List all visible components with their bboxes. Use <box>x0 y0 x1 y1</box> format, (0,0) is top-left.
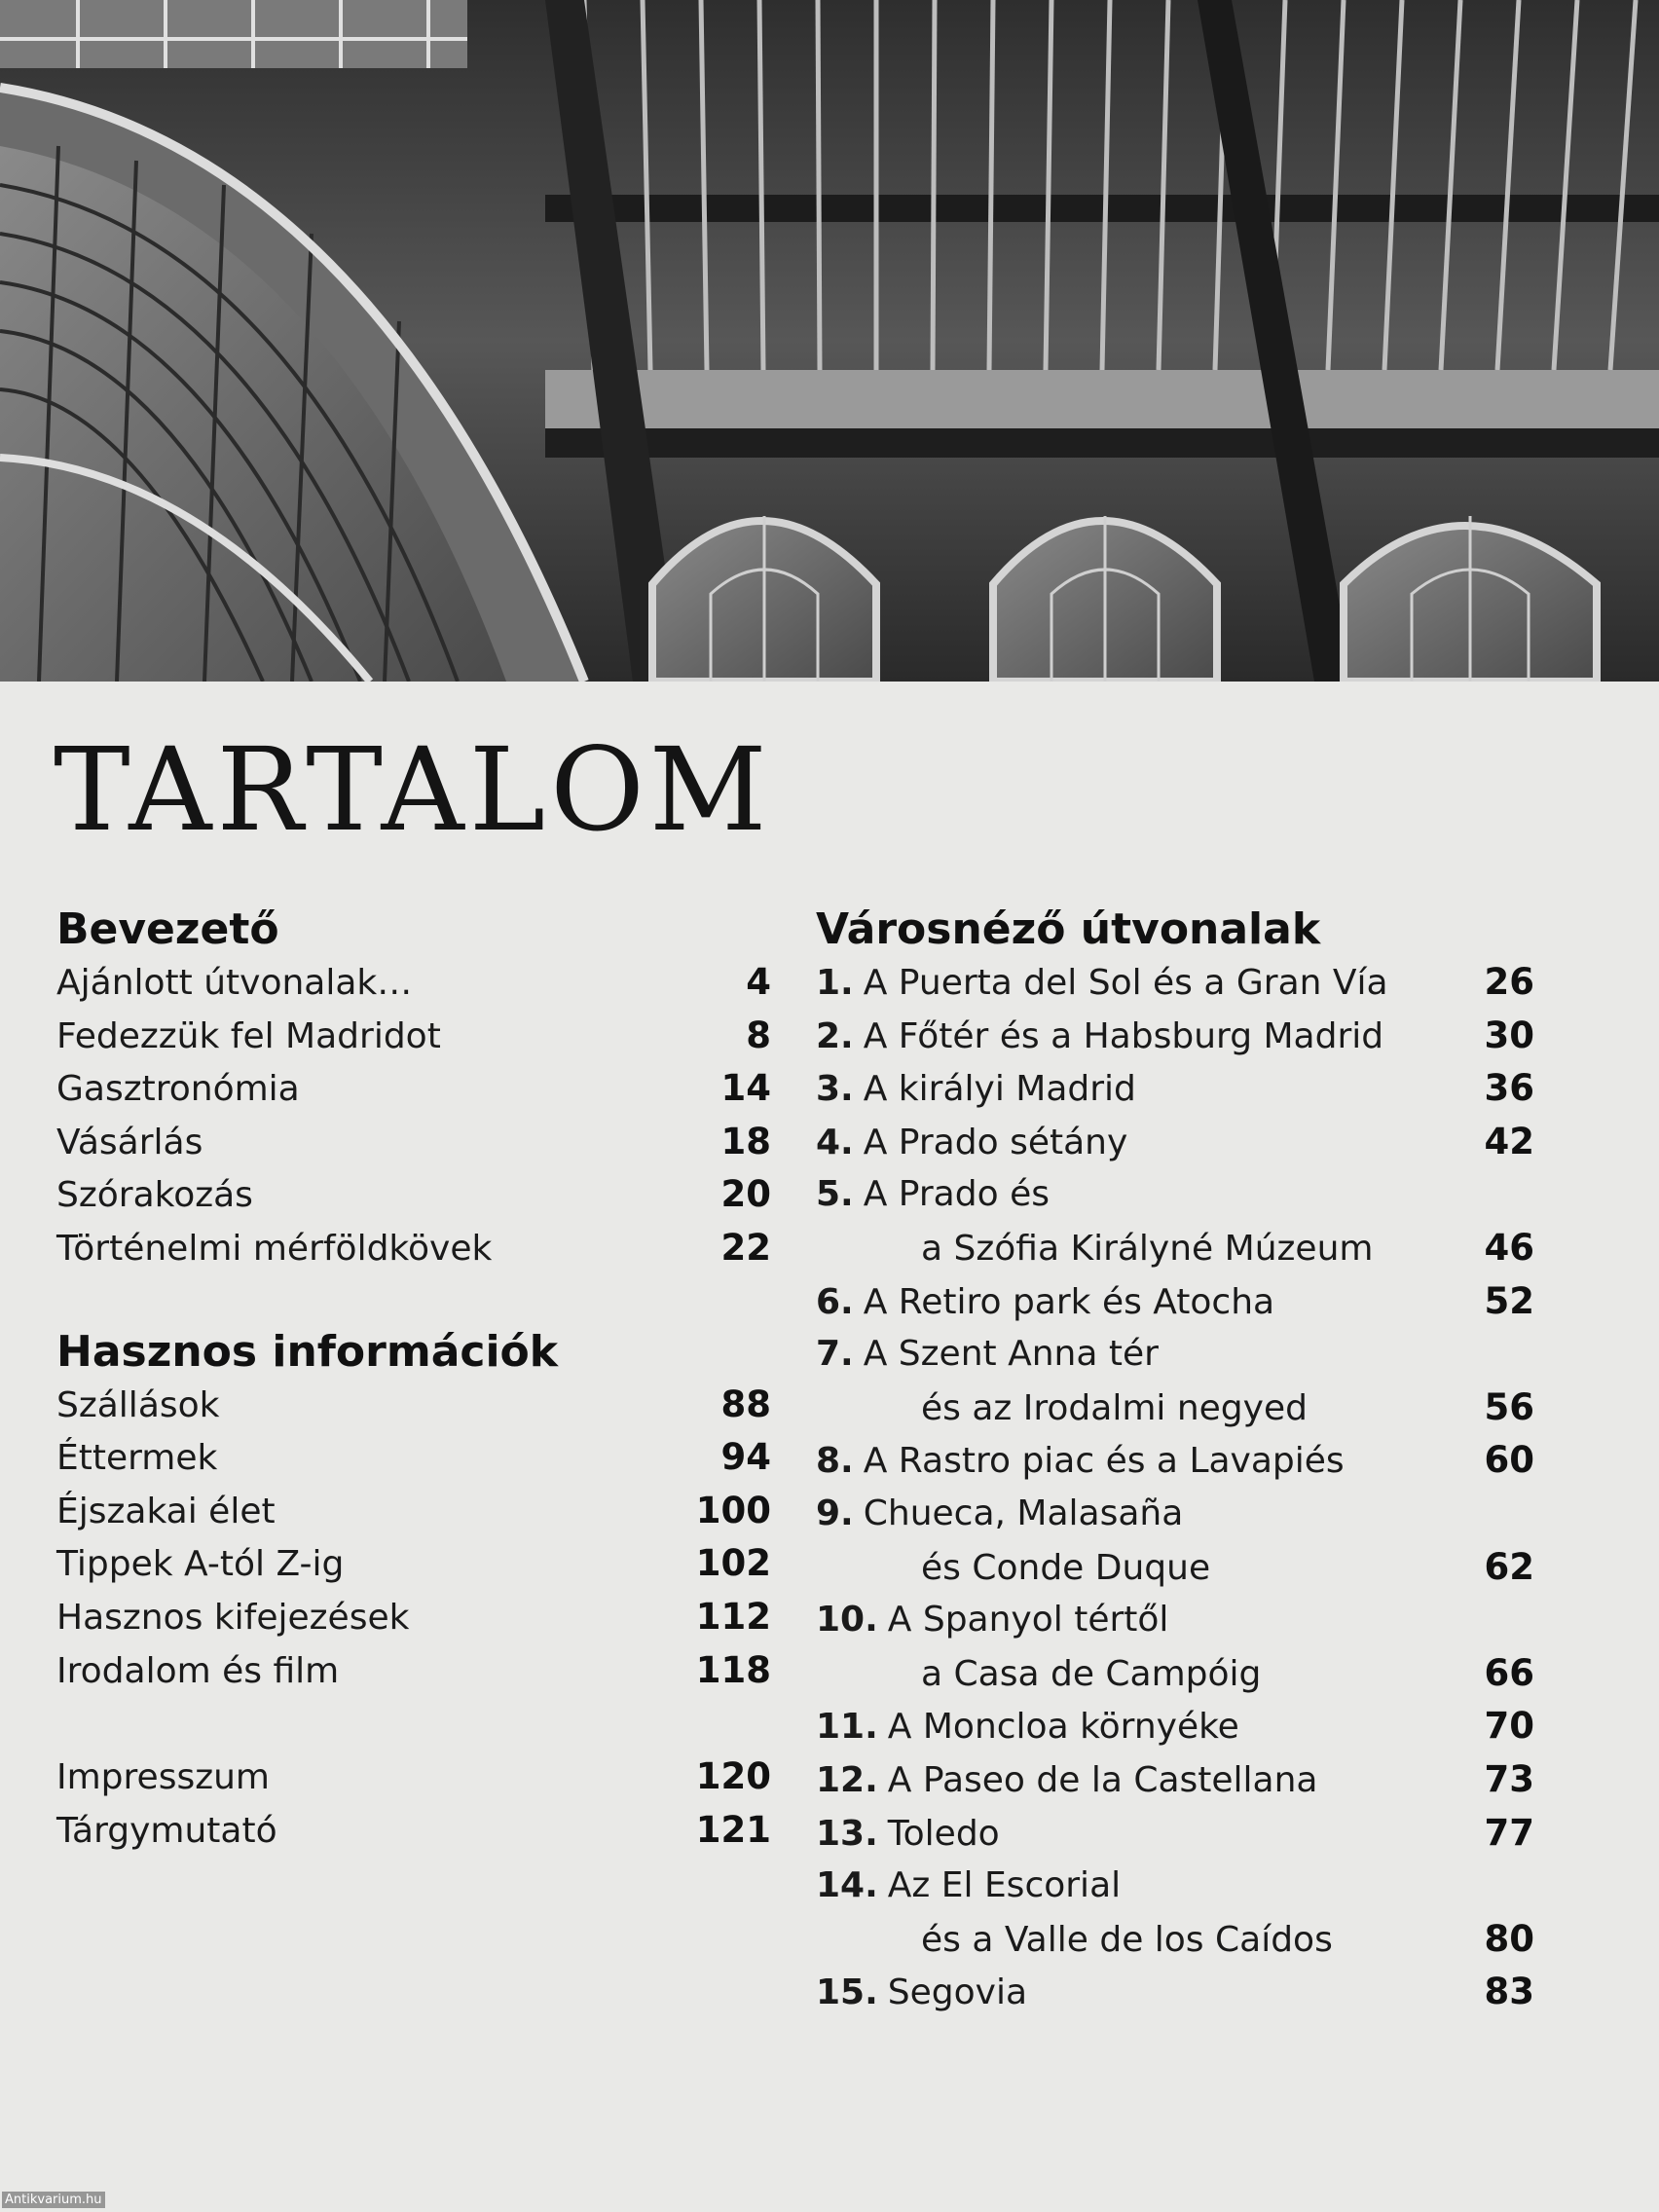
entry-label: Tippek A-tól Z-ig <box>56 1544 345 1585</box>
route-number: 1. <box>816 963 854 1003</box>
route-entry[interactable] <box>816 1860 1534 1913</box>
entry-label: Vásárlás <box>56 1122 203 1162</box>
spacer <box>56 1275 771 1326</box>
entry-page: 36 <box>1484 1067 1534 1110</box>
route-entry[interactable] <box>816 1328 1534 1382</box>
toc-entry[interactable] <box>56 1222 771 1275</box>
entry-page: 14 <box>720 1067 771 1110</box>
page-title: TARTALOM <box>54 722 772 857</box>
route-label: A Szent Anna tér <box>863 1334 1159 1375</box>
entry-label: Éjszakai élet <box>56 1491 276 1531</box>
entry-page: 100 <box>695 1489 771 1531</box>
route-label: A Rastro piac és a Lavapiés <box>863 1441 1345 1482</box>
route-number: 2. <box>816 1015 854 1056</box>
entry-page: 120 <box>695 1755 771 1798</box>
route-number: 13. <box>816 1813 878 1854</box>
entry-label: Éttermek <box>56 1438 218 1479</box>
header-photo <box>0 0 1659 682</box>
route-label-continued: és a Valle de los Caídos <box>921 1919 1333 1960</box>
toc-entry[interactable] <box>56 1804 771 1858</box>
route-label: A Puerta del Sol és a Gran Vía <box>863 963 1388 1003</box>
route-number: 8. <box>816 1441 854 1482</box>
route-label: Az El Escorial <box>887 1865 1122 1906</box>
route-label: A Prado és <box>863 1174 1050 1215</box>
route-number: 4. <box>816 1122 854 1162</box>
route-entry[interactable] <box>816 1010 1534 1063</box>
entry-page: 60 <box>1484 1439 1534 1482</box>
route-label: A Főtér és a Habsburg Madrid <box>863 1015 1384 1056</box>
route-entry-continuation[interactable] <box>816 1541 1534 1595</box>
left-column <box>56 903 771 1857</box>
entry-page: 56 <box>1484 1385 1534 1428</box>
route-label-continued: a Casa de Campóig <box>921 1653 1262 1694</box>
route-number: 6. <box>816 1281 854 1322</box>
route-label-continued: és az Irodalmi negyed <box>921 1387 1308 1428</box>
route-number: 14. <box>816 1865 878 1906</box>
toc-entry[interactable] <box>56 1431 771 1485</box>
route-entry[interactable] <box>816 1168 1534 1222</box>
toc-entry[interactable] <box>56 1591 771 1644</box>
entry-page: 22 <box>720 1226 771 1269</box>
section-heading: Városnéző útvonalak <box>816 904 1321 954</box>
route-entry[interactable] <box>816 1434 1534 1488</box>
entry-page: 118 <box>695 1648 771 1691</box>
route-entry-continuation[interactable] <box>816 1222 1534 1275</box>
route-number: 3. <box>816 1069 854 1110</box>
entry-page: 8 <box>746 1014 771 1056</box>
entry-label: Fedezzük fel Madridot <box>56 1015 441 1056</box>
route-entry-continuation[interactable] <box>816 1382 1534 1435</box>
route-label: A Retiro park és Atocha <box>863 1281 1275 1322</box>
route-label: Toledo <box>887 1813 1000 1854</box>
route-label: A Moncloa környéke <box>887 1707 1239 1748</box>
route-entry-continuation[interactable] <box>816 1913 1534 1967</box>
toc-entry[interactable] <box>56 1537 771 1591</box>
entry-page: 70 <box>1484 1705 1534 1748</box>
route-entry-continuation[interactable] <box>816 1647 1534 1701</box>
entry-label: Impresszum <box>56 1757 270 1798</box>
toc-entry[interactable] <box>56 1168 771 1222</box>
section-heading: Bevezető <box>56 904 279 954</box>
route-label: Chueca, Malasaña <box>863 1493 1184 1533</box>
toc-entry[interactable] <box>56 1116 771 1169</box>
route-entry[interactable] <box>816 1594 1534 1647</box>
route-entry[interactable] <box>816 1116 1534 1169</box>
entry-page: 83 <box>1484 1971 1534 2013</box>
entry-label: Tárgymutató <box>56 1810 277 1851</box>
toc-entry[interactable] <box>56 1062 771 1116</box>
entry-page: 20 <box>720 1173 771 1216</box>
entry-page: 46 <box>1484 1226 1534 1269</box>
entry-page: 26 <box>1484 961 1534 1003</box>
route-entry[interactable] <box>816 1753 1534 1807</box>
entry-page: 52 <box>1484 1279 1534 1322</box>
route-entry[interactable] <box>816 1488 1534 1541</box>
route-label: A Prado sétány <box>863 1122 1128 1162</box>
entry-page: 112 <box>695 1595 771 1638</box>
entry-label: Szállások <box>56 1384 220 1425</box>
entry-label: Szórakozás <box>56 1175 253 1216</box>
route-label: A Spanyol tértől <box>887 1600 1169 1641</box>
route-label: A királyi Madrid <box>863 1069 1136 1110</box>
spacer <box>56 1697 771 1751</box>
entry-page: 4 <box>746 961 771 1003</box>
route-number: 5. <box>816 1174 854 1215</box>
route-number: 15. <box>816 1972 878 2013</box>
entry-page: 62 <box>1484 1545 1534 1588</box>
entry-label: Gasztronómia <box>56 1069 300 1110</box>
route-number: 11. <box>816 1707 878 1748</box>
entry-label: Ajánlott útvonalak… <box>56 963 413 1003</box>
route-entry[interactable] <box>816 1700 1534 1753</box>
route-entry[interactable] <box>816 1807 1534 1861</box>
entry-page: 88 <box>720 1382 771 1425</box>
route-entry[interactable] <box>816 1275 1534 1329</box>
route-label-continued: és Conde Duque <box>921 1547 1211 1588</box>
route-label-continued: a Szófia Királyné Múzeum <box>921 1228 1374 1269</box>
entry-label: Hasznos kifejezések <box>56 1597 410 1638</box>
entry-page: 80 <box>1484 1917 1534 1960</box>
entry-page: 42 <box>1484 1120 1534 1162</box>
right-column <box>816 903 1534 2019</box>
toc-entry[interactable] <box>56 1751 771 1804</box>
toc-entry[interactable] <box>56 956 771 1010</box>
greenhouse-roof-image <box>0 0 1659 682</box>
route-number: 12. <box>816 1759 878 1800</box>
entry-page: 66 <box>1484 1651 1534 1694</box>
route-label: Segovia <box>887 1972 1028 2013</box>
entry-page: 77 <box>1484 1811 1534 1854</box>
entry-page: 30 <box>1484 1014 1534 1056</box>
route-number: 9. <box>816 1493 854 1533</box>
entry-page: 94 <box>720 1436 771 1479</box>
toc-entry[interactable] <box>56 1010 771 1063</box>
entry-page: 121 <box>695 1808 771 1851</box>
route-entry[interactable] <box>816 1062 1534 1116</box>
watermark: Antikvarium.hu <box>2 2192 105 2208</box>
entry-label: Történelmi mérföldkövek <box>56 1228 493 1269</box>
route-entry[interactable] <box>816 1966 1534 2019</box>
toc-entry[interactable] <box>56 1644 771 1698</box>
toc-entry[interactable] <box>56 1485 771 1538</box>
section-heading: Hasznos információk <box>56 1326 559 1377</box>
route-number: 10. <box>816 1600 878 1641</box>
entry-page: 102 <box>695 1542 771 1585</box>
toc-entry[interactable] <box>56 1379 771 1432</box>
route-label: A Paseo de la Castellana <box>887 1759 1318 1800</box>
route-entry[interactable] <box>816 956 1534 1010</box>
entry-page: 18 <box>720 1120 771 1162</box>
entry-label: Irodalom és film <box>56 1650 340 1691</box>
route-number: 7. <box>816 1334 854 1375</box>
entry-page: 73 <box>1484 1757 1534 1800</box>
